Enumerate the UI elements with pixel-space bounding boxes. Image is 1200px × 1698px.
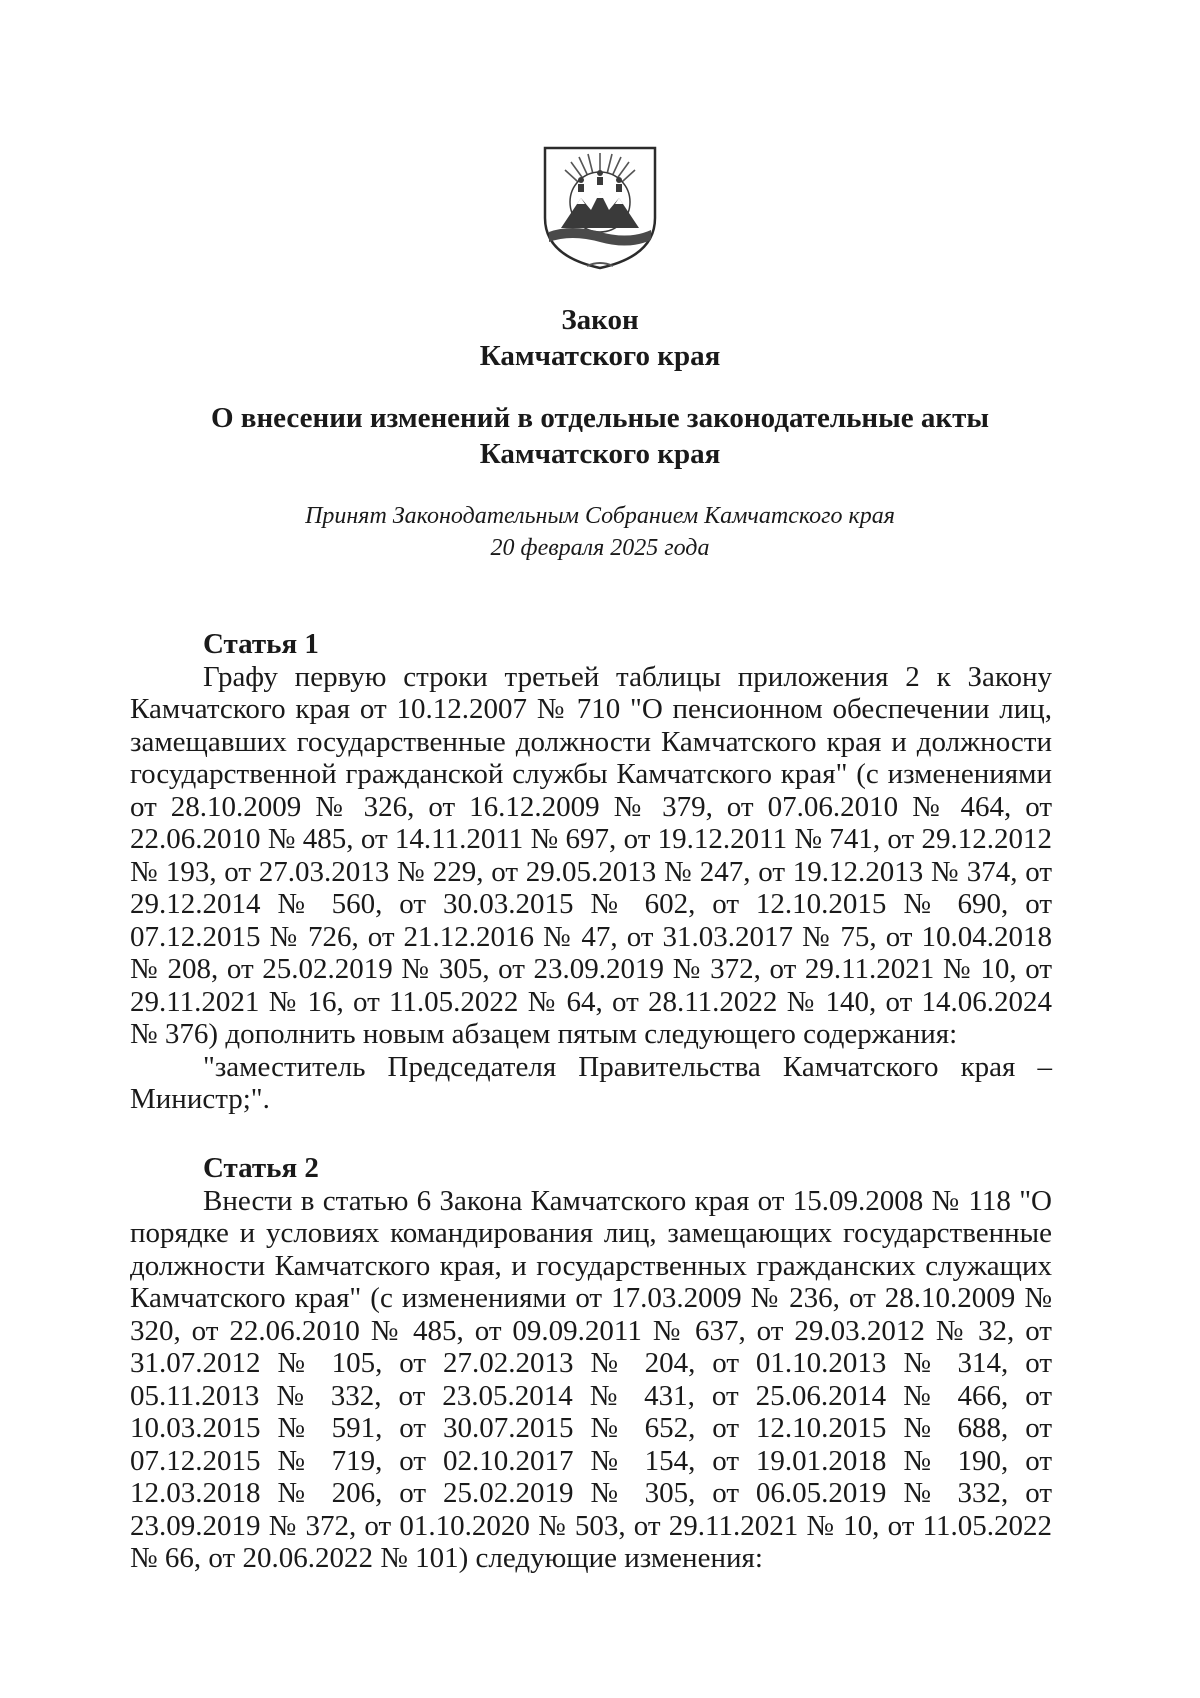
article-1 xyxy=(130,628,1052,1116)
article-1-paragraph-1: Графу первую строки третьей таблицы приложения 2 к Закону Камчатского края от 10.12.2007 № 710 "О пенсионном обеспечении лиц, замещавших государственные должности Камчатского края и должности государственной гражданской службы Камчатского края" (с изменениями от 28.10.2009 № 326, от 16.12.2009 № 379, от 07.06.2010 № 464, от 22.06.2010 № 485, от 14.11.2011 № 697, от 19.12.2011 № 741, от 29.12.2012 № 193, от 27.03.2013 № 229, от 29.05.2013 № 247, от 19.12.2013 № 374, от 29.12.2014 № 560, от 30.03.2015 № 602, от 12.10.2015 № 690, от 07.12.2015 № 726, от 21.12.2016 № 47, от 31.03.2017 № 75, от 10.04.2018 № 208, от 25.02.2019 № 305, от 23.09.2019 № 372, от 29.11.2021 № 10, от 29.11.2021 № 16, от 11.05.2022 № 64, от 28.11.2022 № 140, от 14.06.2024 № 376) дополнить новым абзацем пятым следующего содержания: xyxy=(130,660,1052,1050)
article-2-title: Статья 2 xyxy=(203,1152,319,1184)
law-word: Закон xyxy=(561,304,639,336)
coat-of-arms-emblem xyxy=(541,140,659,272)
law-region: Камчатского края xyxy=(479,340,721,372)
article-2-paragraph-1: Внести в статью 6 Закона Камчатского края от 15.09.2008 № 118 "О порядке и условиях командирования лиц, замещающих государственные должности Камчатского края, и государственных гражданских служащих Камчатского края" (с изменениями от 17.03.2009 № 236, от 28.10.2009 № 320, от 22.06.2010 № 485, от 09.09.2011 № 637, от 29.03.2012 № 32, от 31.07.2012 № 105, от 27.02.2013 № 204, от 01.10.2013 № 314, от 05.11.2013 № 332, от 23.05.2014 № 431, от 25.06.2014 № 466, от 10.03.2015 № 591, от 30.07.2015 № 652, от 12.10.2015 № 688, от 07.12.2015 № 719, от 02.10.2017 № 154, от 19.01.2018 № 190, от 12.03.2018 № 206, от 25.02.2019 № 305, от 06.05.2019 № 332, от 23.09.2019 № 372, от 01.10.2020 № 503, от 29.11.2021 № 10, от 11.05.2022 № 66, от 20.06.2022 № 101) следующие изменения: xyxy=(130,1184,1052,1574)
adoption-date: 20 февраля 2025 года xyxy=(490,535,710,561)
article-1-title: Статья 1 xyxy=(203,628,319,660)
law-subject-line-1: О внесении изменений в отдельные законодательные акты xyxy=(211,402,989,434)
law-subject xyxy=(150,400,1050,472)
article-1-paragraph-2: "заместитель Председателя Правительства Камчатского края – Министр;". xyxy=(130,1050,1052,1115)
adoption-note xyxy=(200,500,1000,564)
law-heading xyxy=(0,302,1200,374)
law-subject-line-2: Камчатского края xyxy=(479,438,721,470)
article-2 xyxy=(130,1152,1052,1575)
kamchatka-coat-of-arms-icon xyxy=(541,140,659,272)
adoption-body: Принят Законодательным Собранием Камчатского края xyxy=(305,503,895,529)
